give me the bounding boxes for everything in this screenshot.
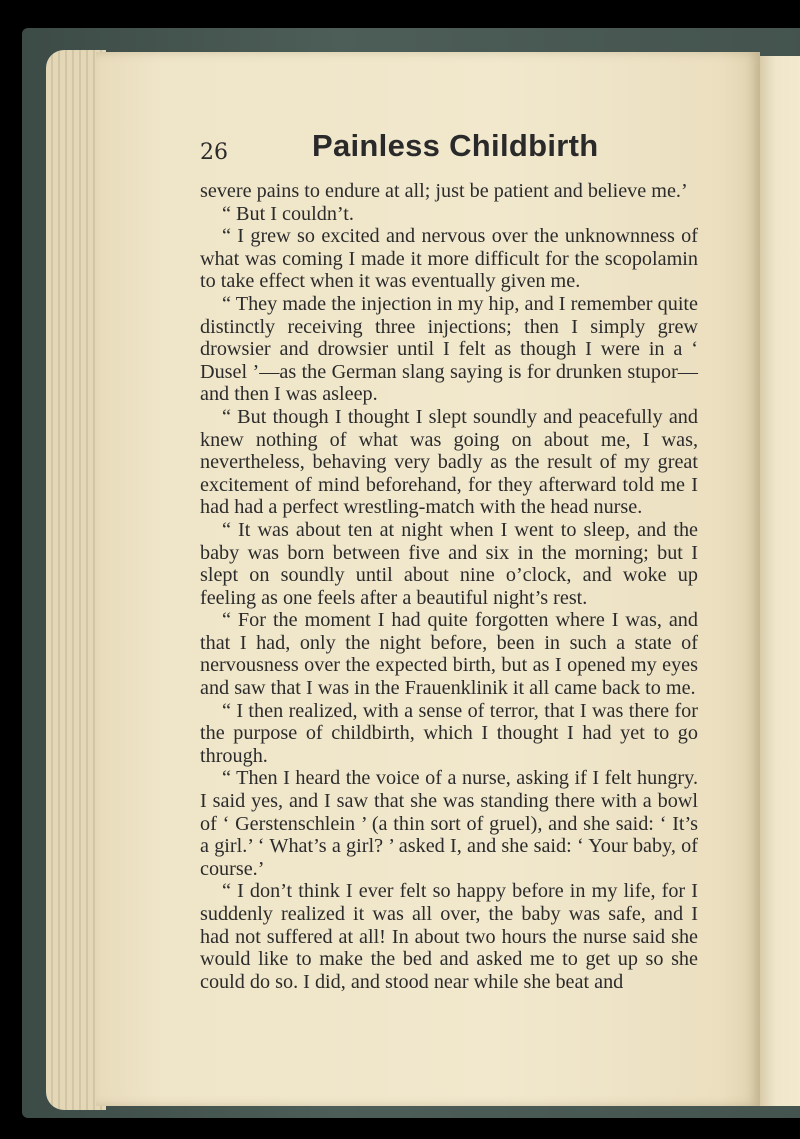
page-number: 26 bbox=[200, 140, 228, 165]
paragraph: “ But though I thought I slept soundly and peacefully and knew nothing of what was going on about me, I was, nevertheless, behaving very badly as the result of my great excitement of mind beforehand, for they afterward told me I had had a perfect wrestling-match with the head nurse. bbox=[200, 405, 698, 519]
paragraph: “ Then I heard the voice of a nurse, asking if I felt hungry. I said yes, and I saw that she was standing there with a bowl of ‘ Gerstenschlein ’ (a thin sort of gruel), and she said: ‘ It’s a girl.’ ‘ What’s a girl? ’ asked I, and she said: ‘ Your baby, of course.’ bbox=[200, 767, 698, 880]
paragraph: “ I grew so excited and nervous over the unknownness of what was coming I made it more difficult for the scopolamin to take effect when it was eventually given me. bbox=[200, 225, 698, 293]
paragraph: “ I don’t think I ever felt so happy before in my life, for I suddenly realized it was all over, the baby was safe, and I had not suffered at all! In about two hours the nurse said she would like to make the bed and asked me to get up so she could do so. I did, and stood near while she beat and bbox=[200, 880, 698, 993]
paragraph: severe pains to endure at all; just be patient and believe me.’ bbox=[200, 180, 688, 202]
running-title: Painless Childbirth bbox=[312, 128, 599, 163]
paragraph: “ For the moment I had quite forgotten where I was, and that I had, only the night before, been in such a state of nervousness over the expected birth, but as I opened my eyes and saw that I was in the Frauenklinik it all came back to me. bbox=[200, 609, 698, 700]
body-text bbox=[200, 180, 698, 993]
paragraph: “ They made the injection in my hip, and I remember quite distinctly receiving three injections; then I simply grew drowsier and drowsier until I felt as though I were in a ‘ Dusel ’—as the German slang saying is for drunken stupor—and then I was asleep. bbox=[200, 292, 698, 406]
facing-page-edge bbox=[760, 56, 800, 1106]
page-header bbox=[200, 128, 700, 178]
paragraph: “ I then realized, with a sense of terror, that I was there for the purpose of childbirth, which I thought I had yet to go through. bbox=[200, 699, 698, 767]
paragraph: “ It was about ten at night when I went to sleep, and the baby was born between five and six in the morning; but I slept on soundly until about nine o’clock, and woke up feeling as one feels after a beautiful night’s rest. bbox=[200, 518, 698, 609]
paragraph: “ But I couldn’t. bbox=[222, 202, 354, 225]
